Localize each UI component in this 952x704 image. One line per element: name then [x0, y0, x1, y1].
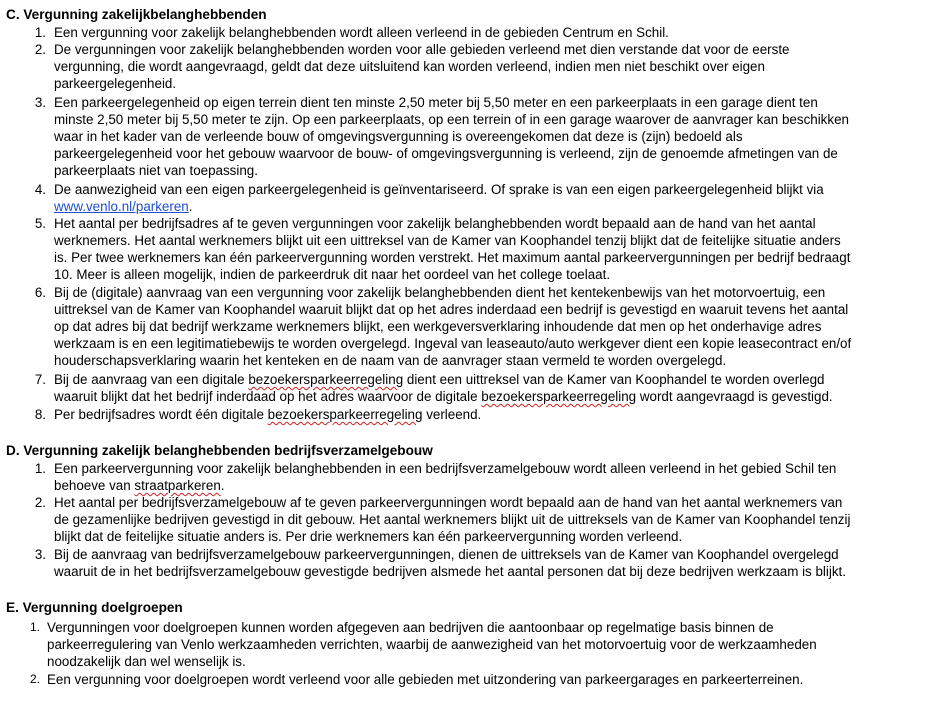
section-d-title: D. Vergunning zakelijk belanghebbenden bedrijfsverzamelgebouw: [6, 443, 433, 458]
item-text: [54, 24, 944, 41]
text-line: Bij de aanvraag van een digitale bezoekersparkeerregeling dient een uittreksel van de Kamer van Koophandel te worden overlegd: [54, 372, 825, 387]
text-line: parkeerplaats niet van toepassing.: [54, 163, 258, 178]
item-number: 6.: [34, 285, 46, 300]
text-line: de gezamenlijke bedrijven gevestigd in dit gebouw. Het aantal werknemers blijkt uit de uittreksels van de Kamer van Koophandel tenzij: [54, 512, 851, 527]
text-line: waaruit de in het bedrijfsverzamelgebouw gevestigde bedrijven alsmede het aantal personen dat bij deze bedrijven werkzaam is blijkt.: [54, 564, 846, 579]
item-text: [54, 546, 944, 580]
text-line: parkeerregulering van Venlo werkzaamheden verrichten, waarbij de aanwezigheid van het motorvoertuig voor de werkzaamheden: [47, 637, 817, 652]
item-number: 1.: [34, 461, 46, 476]
text-line: Een vergunning voor doelgroepen wordt verleend voor alle gebieden met uitzondering van parkeergarages en parkeerterreinen.: [47, 672, 804, 687]
item-text: [54, 215, 944, 283]
item-text: [54, 494, 944, 545]
text-line: Een parkeervergunning voor zakelijk belanghebbenden in een bedrijfsverzamelgebouw wordt alleen verleend in het gebied Schil ten: [54, 461, 837, 476]
spellcheck-flag: bezoekersparkeerregeling: [248, 372, 404, 387]
text-line: Het aantal per bedrijfsadres af te geven vergunningen voor zakelijk belanghebbenden wordt bepaald aan de hand van het aantal: [54, 216, 816, 231]
item-text: [54, 94, 944, 179]
text-line: parkeergelegenheid voor het gebouw waarvoor de bouw- of omgevingsvergunning is verleend, zijn de genoemde afmetingen van de: [54, 146, 838, 161]
text-line: waar in het kader van de verleende bouw of omgevingsvergunning is overeengekomen dat deze is (zijn) bedoeld als: [54, 129, 743, 144]
item-number: 2.: [34, 42, 46, 57]
text-line: minste 2,50 meter bij 5,50 meter te zijn. Op een parkeerplaats, op een terrein of in een garage waarover de aanvrager kan beschikken: [54, 112, 849, 127]
text-line: Het aantal per bedrijfsverzamelgebouw af te geven parkeervergunningen wordt bepaald aan de hand van het aantal werknemers van: [54, 495, 843, 510]
item-number: 5.: [34, 216, 46, 231]
spellcheck-flag: straatparkeren: [134, 478, 221, 493]
text-line: 10. Meer is alleen mogelijk, indien de parkeerdruk dit naar het oordeel van het college toelaat.: [54, 267, 611, 282]
item-text: [54, 371, 944, 405]
item-number: 2.: [34, 495, 46, 510]
item-number: 3.: [34, 547, 46, 562]
text-line: De aanwezigheid van een eigen parkeergelegenheid is geïnventariseerd. Of sprake is van een eigen parkeergelegenheid blijkt via: [54, 182, 824, 197]
item-text: [54, 284, 944, 369]
item-number: 3.: [34, 95, 46, 110]
text-line: uittreksel van de Kamer van Koophandel waaruit blijkt dat op het adres inderdaad een bedrijf is gevestigd en waaruit tevens het aantal: [54, 302, 849, 317]
text-line: vergunning, die wordt aangevraagd, geldt dat deze uitsluitend kan worden verleend, indien men niet beschikt over eigen: [54, 59, 765, 74]
item-number: 2.: [29, 672, 40, 686]
link-suffix: .: [188, 199, 193, 214]
section-e-title: E. Vergunning doelgroepen: [6, 600, 183, 615]
spellcheck-flag: bezoekersparkeerregeling: [267, 407, 423, 422]
item-text: [54, 406, 944, 423]
item-text: [54, 41, 944, 92]
item-text: [47, 619, 947, 670]
text-line: behoeve van straatparkeren.: [54, 478, 225, 493]
item-number: 4.: [34, 182, 46, 197]
item-number: 1.: [29, 620, 40, 634]
text-line: noodzakelijk dan wel wenselijk is.: [47, 654, 246, 669]
text-line: werkzaam is en een legitimatiebewijs te worden overgelegd. Ingeval van leaseauto/auto werkgever dient een kopie leasecontract en/of: [54, 336, 852, 351]
section-c-title: C. Vergunning zakelijkbelanghebbenden: [6, 7, 267, 22]
text-line: De vergunningen voor zakelijk belanghebbenden worden voor alle gebieden verleend met dien verstande dat voor de eerste: [54, 42, 790, 57]
item-text: [54, 460, 944, 494]
text-line: is. Per twee werknemers kan één parkeervergunning worden verstrekt. Het maximum aantal parkeervergunningen per bedrijf bedraagt: [54, 250, 851, 265]
text-line: blijkt dat de feitelijke situatie anders is. Per drie werknemers kan één parkeervergunning worden verleend.: [54, 529, 683, 544]
item-text: [54, 181, 944, 215]
text-line: waaruit blijkt dat het bedrijf inderdaad op het adres waarvoor de digitale bezoekersparkeerregeling wordt aangevraagd is gevestigd.: [54, 389, 833, 404]
text-line: Bij de aanvraag van bedrijfsverzamelgebouw parkeervergunningen, dienen de uittreksels van de Kamer van Koophandel overgelegd: [54, 547, 839, 562]
item-number: 1.: [34, 25, 46, 40]
spellcheck-flag: bezoekersparkeerregeling: [481, 389, 637, 404]
text-line: houderschapsverklaring waarin het kenteken en de naam van de aanvrager staan vermeld te worden overgelegd.: [54, 353, 727, 368]
text-line: op dat adres bij dat bedrijf werkzame werknemers blijkt, een werkgeversverklaring inhoudende dat men op het onderhavige adres: [54, 319, 822, 334]
text-line: Een vergunning voor zakelijk belanghebbenden wordt alleen verleend in de gebieden Centrum en Schil.: [54, 25, 669, 40]
text-line: werknemers. Het aantal werknemers blijkt uit een uittreksel van de Kamer van Koophandel tenzij blijkt dat de feitelijke situatie anders: [54, 233, 841, 248]
text-line: Vergunningen voor doelgroepen kunnen worden afgegeven aan bedrijven die aantoonbaar op regelmatige basis binnen de: [47, 620, 774, 635]
text-line: Een parkeergelegenheid op eigen terrein dient ten minste 2,50 meter bij 5,50 meter en een parkeerplaats in een garage dient ten: [54, 95, 818, 110]
item-number: 7.: [34, 372, 46, 387]
item-text: [47, 671, 947, 688]
text-line: Per bedrijfsadres wordt één digitale bezoekersparkeerregeling verleend.: [54, 407, 482, 422]
item-number: 8.: [34, 407, 46, 422]
venlo-parkeren-link[interactable]: www.venlo.nl/parkeren: [54, 199, 189, 214]
text-line: parkeergelegenheid.: [54, 76, 177, 91]
text-line: Bij de (digitale) aanvraag van een vergunning voor zakelijk belanghebbenden dient het kentekenbewijs van het motorvoertuig, een: [54, 285, 826, 300]
